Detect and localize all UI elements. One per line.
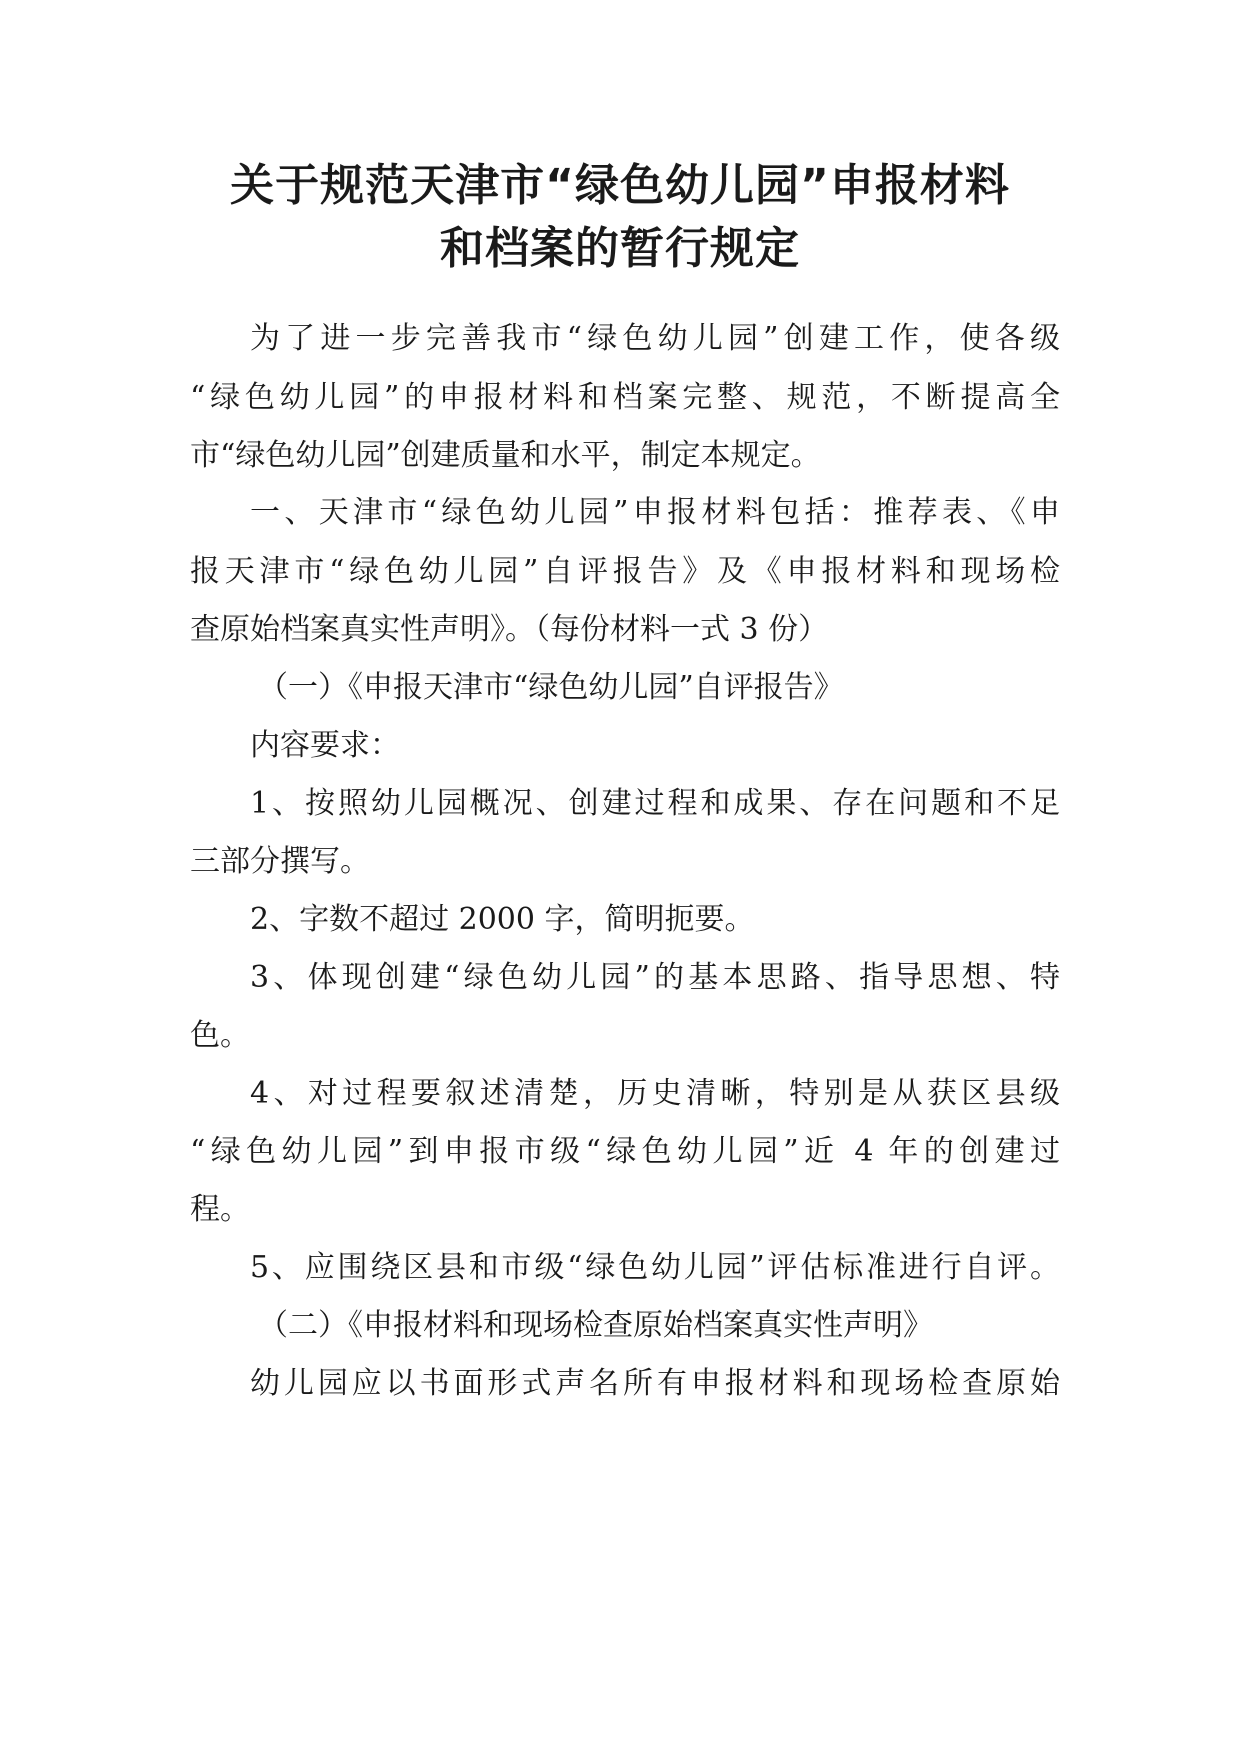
document-title-line-2: 和档案的暂行规定 bbox=[440, 223, 800, 274]
list-item-line: 5、应围绕区县和市级“绿色幼儿园”评估标准进行自评。 bbox=[250, 1250, 1060, 1285]
list-item-line: 三部分撰写。 bbox=[190, 844, 370, 879]
list-item-line: 程。 bbox=[190, 1192, 250, 1227]
list-item-line: 3、体现创建“绿色幼儿园”的基本思路、指导思想、特 bbox=[250, 960, 1060, 995]
list-item-line: 2、字数不超过 2000 字，简明扼要。 bbox=[250, 902, 755, 937]
paragraph-line: 查原始档案真实性声明》。（每份材料一式 3 份） bbox=[190, 612, 829, 647]
paragraph-line: 市“绿色幼儿园”创建质量和水平，制定本规定。 bbox=[190, 438, 821, 473]
list-item-line: 4、对过程要叙述清楚，历史清晰，特别是从获区县级 bbox=[250, 1076, 1060, 1111]
paragraph-line: 为了进一步完善我市“绿色幼儿园”创建工作，使各级 bbox=[250, 321, 1060, 356]
paragraph-line: 一、天津市“绿色幼儿园”申报材料包括：推荐表、《申 bbox=[250, 495, 1060, 530]
list-item-line: 色。 bbox=[190, 1018, 250, 1053]
paragraph-line: “绿色幼儿园”的申报材料和档案完整、规范，不断提高全 bbox=[190, 380, 1060, 415]
section-heading-1: （一）《申报天津市“绿色幼儿园”自评报告》 bbox=[258, 670, 844, 705]
paragraph-line: 幼儿园应以书面形式声名所有申报材料和现场检查原始 bbox=[250, 1366, 1060, 1401]
list-item-line: “绿色幼儿园”到申报市级“绿色幼儿园”近 4 年的创建过 bbox=[190, 1134, 1060, 1169]
paragraph-line: 报天津市“绿色幼儿园”自评报告》及《申报材料和现场检 bbox=[190, 554, 1060, 589]
paragraph-line: 内容要求： bbox=[250, 728, 400, 763]
document-title-line-1: 关于规范天津市“绿色幼儿园”申报材料 bbox=[230, 160, 1010, 211]
list-item-line: 1、按照幼儿园概况、创建过程和成果、存在问题和不足 bbox=[250, 786, 1060, 821]
section-heading-2: （二）《申报材料和现场检查原始档案真实性声明》 bbox=[258, 1308, 933, 1343]
